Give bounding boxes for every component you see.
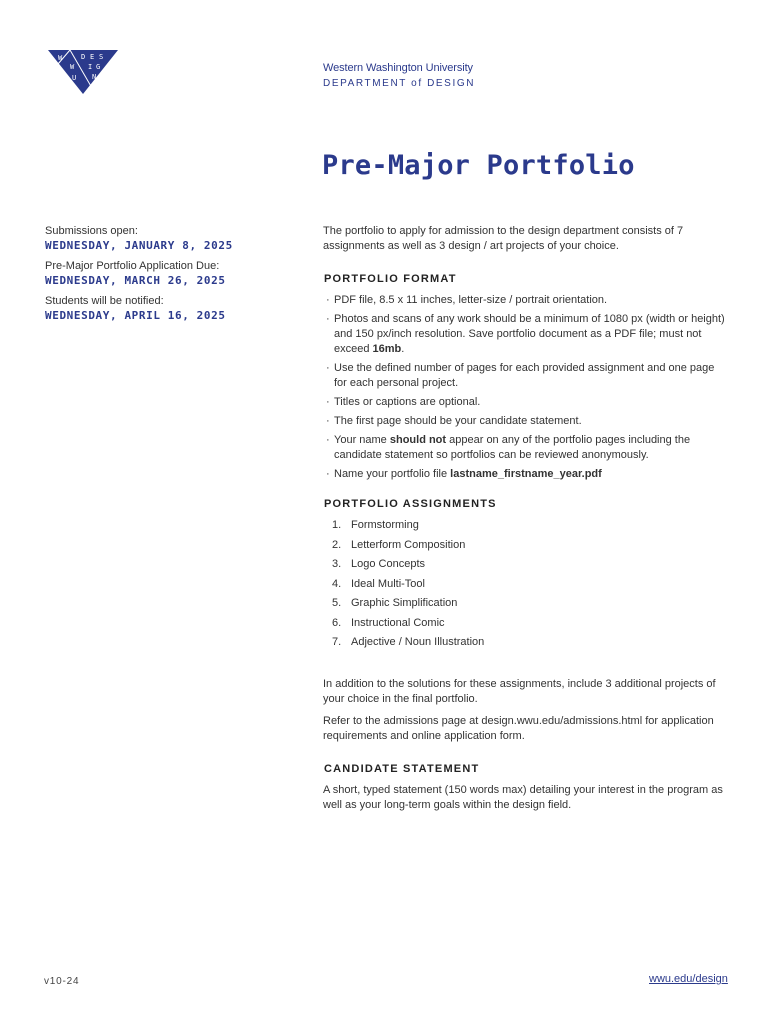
assignment-label: Letterform Composition bbox=[351, 538, 466, 551]
bullet-icon: · bbox=[326, 415, 330, 427]
logo-letter: W bbox=[58, 54, 63, 62]
assignment-label: Logo Concepts bbox=[351, 558, 425, 570]
logo-letter: S bbox=[99, 53, 104, 61]
bullet-icon: · bbox=[326, 362, 330, 374]
format-item-emphasis: lastname_firstname_year.pdf bbox=[450, 468, 602, 480]
assignment-item bbox=[323, 577, 728, 592]
date-submissions-open bbox=[45, 224, 285, 254]
footer-website-link[interactable]: wwu.edu/design bbox=[649, 973, 728, 985]
assignment-label: Formstorming bbox=[351, 519, 419, 531]
format-item-emphasis: should not bbox=[389, 434, 447, 446]
logo-letter: I bbox=[88, 63, 93, 71]
assignment-label: Adjective / Noun Illustration bbox=[351, 636, 485, 648]
format-item bbox=[323, 433, 728, 463]
candidate-statement-text: A short, typed statement (150 words max) detailing your interest in the program as well as your long-term goals within the design field. bbox=[323, 784, 723, 811]
format-item-text: appear on any of the portfolio pages including the candidate statement so portfolios can be reviewed anonymously. bbox=[334, 434, 691, 461]
bullet-icon: · bbox=[326, 396, 330, 408]
bullet-icon: · bbox=[326, 468, 330, 480]
date-label: Pre-Major Portfolio Application Due: bbox=[45, 260, 220, 272]
date-application-due bbox=[45, 259, 285, 289]
assignment-number: 1. bbox=[332, 519, 342, 531]
assignment-item bbox=[323, 596, 728, 611]
assignment-item bbox=[323, 518, 728, 533]
assignment-item bbox=[323, 616, 728, 631]
date-value: WEDNESDAY, JANUARY 8, 2025 bbox=[45, 239, 233, 252]
format-item bbox=[323, 414, 728, 429]
assignment-number: 6. bbox=[332, 616, 342, 629]
assignment-item bbox=[323, 538, 728, 553]
portfolio-assignments-list bbox=[323, 518, 728, 650]
portfolio-format-list bbox=[323, 293, 728, 482]
logo-triangle-icon bbox=[48, 48, 118, 94]
candidate-statement-heading: CANDIDATE STATEMENT bbox=[324, 763, 480, 775]
logo-letter: E bbox=[90, 53, 95, 61]
version-label: v10-24 bbox=[44, 976, 80, 987]
admissions-reference-paragraph: Refer to the admissions page at design.wwu.edu/admissions.html for application requirements and online application form. bbox=[323, 715, 714, 742]
assignment-number: 2. bbox=[332, 538, 342, 551]
assignment-item bbox=[323, 635, 728, 650]
format-item bbox=[323, 467, 728, 482]
bullet-icon: · bbox=[326, 434, 330, 446]
wwu-design-logo bbox=[48, 48, 118, 94]
date-label: Submissions open: bbox=[45, 225, 138, 237]
logo-letter: D bbox=[81, 53, 86, 61]
portfolio-assignments-heading: PORTFOLIO ASSIGNMENTS bbox=[324, 498, 497, 510]
bullet-icon: · bbox=[326, 313, 330, 325]
logo-letter: G bbox=[96, 63, 101, 71]
format-item bbox=[323, 395, 728, 410]
department-name: DEPARTMENT of DESIGN bbox=[323, 78, 476, 89]
format-item bbox=[323, 293, 728, 308]
date-label: Students will be notified: bbox=[45, 295, 164, 307]
format-item-emphasis: 16mb bbox=[372, 343, 402, 355]
main-content bbox=[323, 224, 728, 813]
additional-projects-paragraph: In addition to the solutions for these assignments, include 3 additional projects of your choice in the final portfolio. bbox=[323, 678, 716, 705]
assignment-number: 4. bbox=[332, 577, 342, 590]
assignment-number: 3. bbox=[332, 558, 342, 570]
assignment-number: 7. bbox=[332, 636, 342, 648]
logo-letter: U bbox=[72, 74, 77, 82]
format-item-text: Use the defined number of pages for each provided assignment and one page for each personal project. bbox=[334, 362, 715, 389]
format-item-text: Your name bbox=[334, 434, 390, 446]
format-item-text: Photos and scans of any work should be a minimum of 1080 px (width or height) and 150 px/inch resolution. Save portfolio document as a PDF file; must not exceed bbox=[334, 313, 725, 355]
format-item-text: . bbox=[401, 343, 405, 355]
intro-paragraph: The portfolio to apply for admission to the design department consists of 7 assignments as well as 3 design / art projects of your choice. bbox=[323, 225, 684, 252]
date-value: WEDNESDAY, MARCH 26, 2025 bbox=[45, 274, 226, 287]
format-item-text: Name your portfolio file bbox=[334, 468, 451, 480]
portfolio-format-heading: PORTFOLIO FORMAT bbox=[324, 273, 457, 285]
university-name: Western Washington University bbox=[323, 62, 473, 74]
format-item bbox=[323, 361, 728, 391]
logo-letter: N bbox=[92, 73, 97, 81]
org-header bbox=[323, 62, 475, 89]
assignment-label: Instructional Comic bbox=[351, 616, 445, 629]
date-notification bbox=[45, 294, 285, 324]
page-title: Pre-Major Portfolio bbox=[322, 150, 635, 181]
assignment-label: Ideal Multi-Tool bbox=[351, 577, 425, 590]
bullet-icon: · bbox=[326, 294, 330, 306]
format-item-text: The first page should be your candidate statement. bbox=[334, 415, 582, 427]
format-item-text: Titles or captions are optional. bbox=[334, 396, 481, 408]
format-item-text: PDF file, 8.5 x 11 inches, letter-size / portrait orientation. bbox=[334, 294, 608, 306]
assignment-number: 5. bbox=[332, 597, 342, 609]
logo-letter: W bbox=[70, 63, 75, 71]
assignment-item bbox=[323, 557, 728, 572]
assignment-label: Graphic Simplification bbox=[351, 597, 458, 609]
format-item bbox=[323, 312, 728, 357]
date-value: WEDNESDAY, APRIL 16, 2025 bbox=[45, 309, 226, 322]
key-dates bbox=[45, 224, 285, 329]
